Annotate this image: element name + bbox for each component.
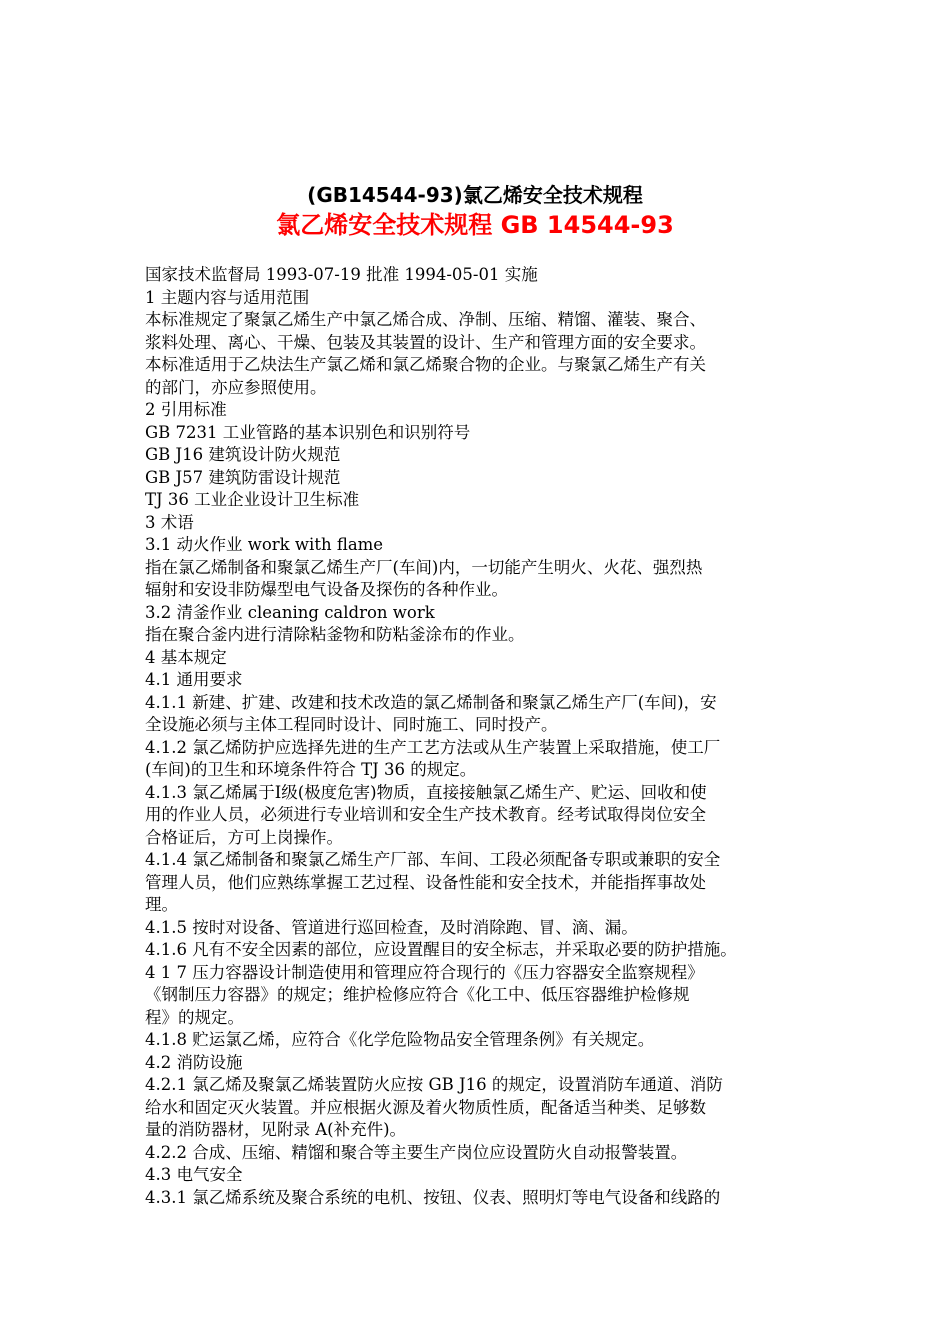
text-line: 理。 [145, 895, 178, 914]
text-line: GB J16 建筑设计防火规范 [145, 445, 341, 464]
text-line: 指在氯乙烯制备和聚氯乙烯生产厂(车间)内，一切能产生明火、火花、强烈热 [145, 557, 703, 577]
text-line: 4.2.1 氯乙烯及聚氯乙烯装置防火应按 GB J16 的规定，设置消防车通道、消防 [145, 1075, 723, 1094]
text-line: 4 1 7 压力容器设计制造使用和管理应符合现行的《压力容器安全监察规程》 [145, 962, 704, 982]
text-line: 4.2 消防设施 [145, 1052, 243, 1072]
text-line: 4.1.6 凡有不安全因素的部位，应设置醒目的安全标志，并采取必要的防护措施。 [145, 940, 737, 959]
document-body [145, 264, 825, 1209]
text-line: 的部门，亦应参照使用。 [145, 377, 327, 397]
text-line: 用的作业人员，必须进行专业培训和安全生产技术教育。经考试取得岗位安全 [145, 805, 706, 824]
document-title: (GB14544-93)氯乙烯安全技术规程 [307, 183, 643, 207]
text-line: 《钢制压力容器》的规定；维护检修应符合《化工中、低压容器维护检修规 [145, 985, 690, 1004]
text-line: 本标准规定了聚氯乙烯生产中氯乙烯合成、净制、压缩、精馏、灌装、聚合、 [145, 310, 706, 329]
text-line: GB J57 建筑防雷设计规范 [145, 467, 341, 487]
text-line: 3.2 清釜作业 cleaning caldron work [145, 602, 435, 622]
text-line: 本标准适用于乙炔法生产氯乙烯和氯乙烯聚合物的企业。与聚氯乙烯生产有关 [145, 355, 706, 374]
text-line: 4.3.1 氯乙烯系统及聚合系统的电机、按钮、仪表、照明灯等电气设备和线路的 [145, 1187, 721, 1207]
text-line: 合格证后，方可上岗操作。 [145, 827, 343, 847]
text-line: 4 基本规定 [145, 647, 227, 667]
text-line: 4.1.8 贮运氯乙烯，应符合《化学危险物品安全管理条例》有关规定。 [145, 1030, 655, 1049]
text-line: TJ 36 工业企业设计卫生标准 [145, 490, 360, 509]
text-line: 2 引用标准 [145, 400, 227, 419]
text-line: 4.1.3 氯乙烯属于Ⅰ级(极度危害)物质，直接接触氯乙烯生产、贮运、回收和使 [145, 782, 707, 802]
document-subtitle: 氯乙烯安全技术规程 GB 14544-93 [276, 211, 674, 239]
text-line: 4.2.2 合成、压缩、精馏和聚合等主要生产岗位应设置防火自动报警装置。 [145, 1142, 688, 1162]
text-line: (车间)的卫生和环境条件符合 TJ 36 的规定。 [145, 760, 477, 779]
text-line: 4.1.1 新建、扩建、改建和技术改造的氯乙烯制备和聚氯乙烯生产厂(车间)，安 [145, 692, 717, 712]
text-line: 3.1 动火作业 work with flame [145, 535, 384, 554]
text-line: 4.1 通用要求 [145, 670, 243, 689]
text-line: 全设施必须与主体工程同时设计、同时施工、同时投产。 [145, 715, 558, 734]
text-line: 3 术语 [145, 512, 194, 532]
text-line: 指在聚合釜内进行清除粘釜物和防粘釜涂布的作业。 [145, 625, 525, 644]
text-line: 浆料处理、离心、干燥、包装及其装置的设计、生产和管理方面的安全要求。 [145, 332, 706, 352]
text-line: 4.1.4 氯乙烯制备和聚氯乙烯生产厂部、车间、工段必须配备专职或兼职的安全 [145, 850, 721, 869]
text-line: GB 7231 工业管路的基本识别色和识别符号 [145, 422, 471, 442]
text-line: 量的消防器材，见附录 A(补充件)。 [145, 1120, 407, 1139]
text-line: 4.1.5 按时对设备、管道进行巡回检查，及时消除跑、冒、滴、漏。 [145, 917, 638, 937]
text-line: 辐射和安设非防爆型电气设备及探伤的各种作业。 [145, 580, 508, 599]
text-line: 4.3 电气安全 [145, 1165, 243, 1184]
text-line: 国家技术监督局 1993-07-19 批准 1994-05-01 实施 [145, 265, 538, 284]
text-line: 4.1.2 氯乙烯防护应选择先进的生产工艺方法或从生产装置上采取措施，使工厂 [145, 737, 721, 757]
text-line: 程》的规定。 [145, 1007, 244, 1027]
text-line: 给水和固定灭火装置。并应根据火源及着火物质性质，配备适当种类、足够数 [145, 1097, 706, 1117]
text-line: 管理人员，他们应熟练掌握工艺过程、设备性能和安全技术，并能指挥事故处 [145, 872, 706, 892]
text-line: 1 主题内容与适用范围 [145, 287, 310, 307]
